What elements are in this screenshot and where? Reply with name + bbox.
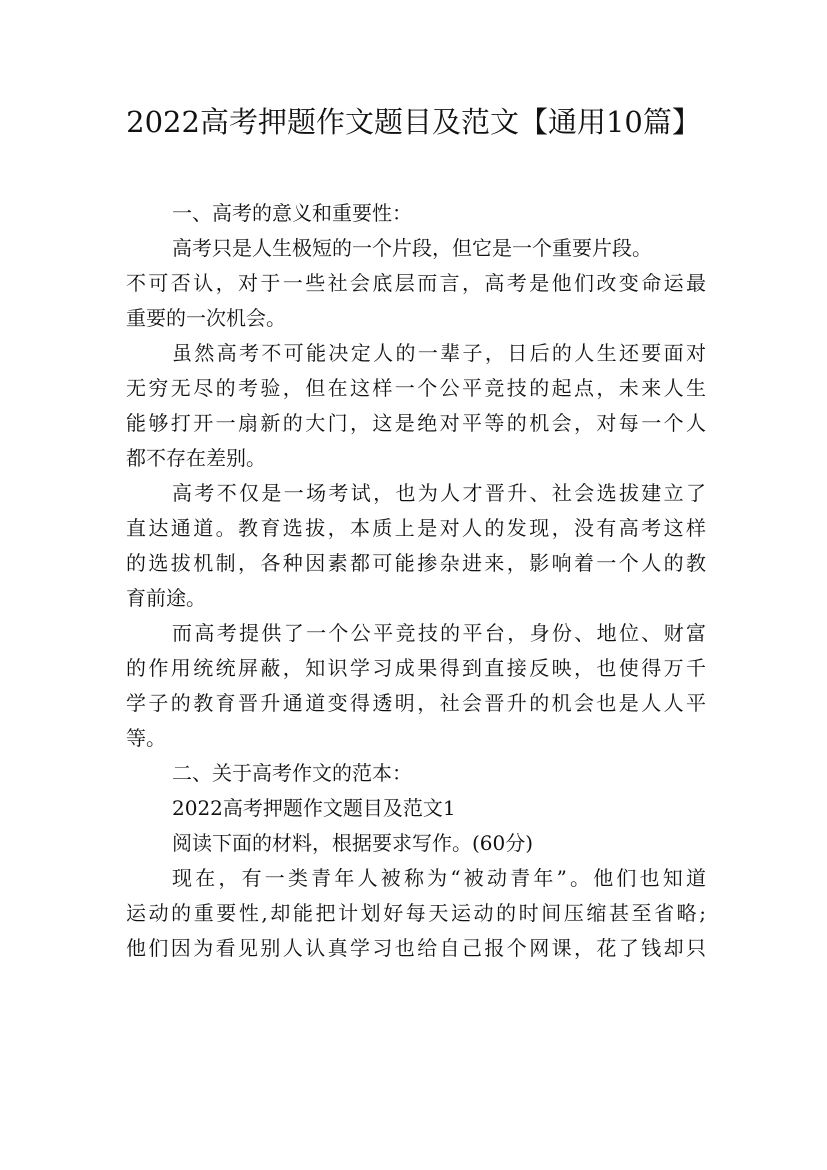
text-line: 不可否认，对于一些社会底层而言，高考是他们改变命运最 <box>126 271 706 295</box>
text-line: 等。 <box>126 726 166 750</box>
text-line: 的选拔机制，各种因素都可能掺杂进来，影响着一个人的教 <box>126 551 706 575</box>
text-line: 学子的教育晋升通道变得透明，社会晋升的机会也是人人平 <box>126 691 706 715</box>
text-line: 育前途。 <box>126 586 206 610</box>
text-line: 高考只是人生极短的一个片段，但它是一个重要片段。 <box>172 236 652 260</box>
text-line: 他们因为看见别人认真学习也给自己报个网课，花了钱却只 <box>126 936 706 960</box>
text-line: 都不存在差别。 <box>126 446 266 470</box>
text-line: 阅读下面的材料，根据要求写作。(60分) <box>172 831 534 855</box>
text-line: 的作用统统屏蔽，知识学习成果得到直接反映，也使得万千 <box>126 656 706 680</box>
text-line: 而高考提供了一个公平竞技的平台，身份、地位、财富 <box>172 621 706 645</box>
text-line: 二、关于高考作文的范本： <box>172 761 412 785</box>
text-line: 高考不仅是一场考试，也为人才晋升、社会选拔建立了 <box>172 481 706 505</box>
document-body <box>126 196 706 966</box>
text-line: 无穷无尽的考验，但在这样一个公平竞技的起点，未来人生 <box>126 376 706 400</box>
text-line: 直达通道。教育选拔，本质上是对人的发现，没有高考这样 <box>126 516 706 540</box>
text-line: 能够打开一扇新的大门，这是绝对平等的机会，对每一个人 <box>126 411 706 435</box>
text-line: 运动的重要性,却能把计划好每天运动的时间压缩甚至省略; <box>126 901 706 925</box>
text-line: 虽然高考不可能决定人的一辈子，日后的人生还要面对 <box>172 341 706 365</box>
text-line: 一、高考的意义和重要性： <box>172 201 412 225</box>
document-title: 2022高考押题作文题目及范文【通用10篇】 <box>126 105 701 139</box>
text-line: 重要的一次机会。 <box>126 306 286 330</box>
text-line: 现在，有一类青年人被称为“被动青年”。他们也知道 <box>172 866 706 890</box>
text-line: 2022高考押题作文题目及范文1 <box>172 796 456 820</box>
